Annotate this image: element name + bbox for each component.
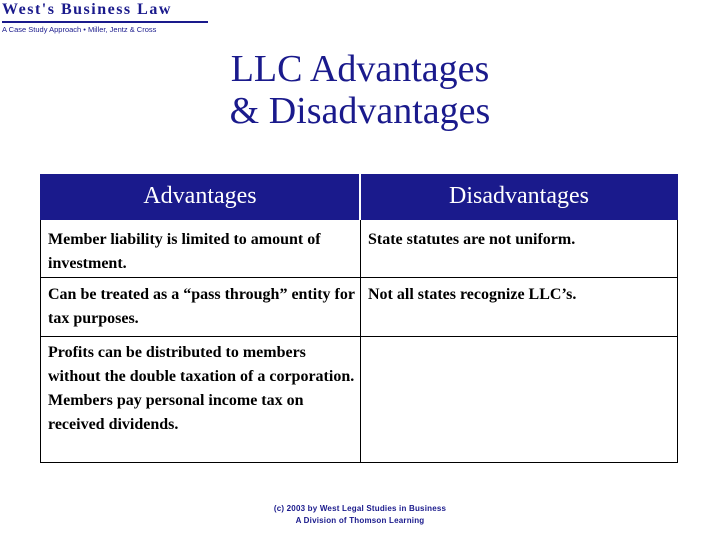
brand-title: West's Business Law: [2, 1, 172, 18]
table-cell-disadvantage: Not all states recognize LLC’s.: [368, 286, 577, 303]
slide-title: [150, 48, 570, 132]
comparison-table: [40, 174, 678, 464]
brand-header: [2, 0, 212, 35]
column-header-disadvantages: Disadvantages: [449, 183, 589, 209]
row-divider: [40, 336, 678, 337]
column-divider: [360, 220, 361, 463]
brand-divider: [2, 21, 208, 23]
table-cell-advantage: Profits can be distributed to members without the double taxation of a corporation. Members pay personal income tax on received dividends.: [48, 344, 355, 433]
table-cell-disadvantage: State statutes are not uniform.: [368, 231, 576, 248]
copyright-line-1: (c) 2003 by West Legal Studies in Business: [273, 504, 447, 513]
table-header-row: [40, 174, 678, 220]
row-divider: [40, 277, 678, 278]
table-cell-advantage: Member liability is limited to amount of investment.: [48, 231, 321, 272]
slide-title-line-1: LLC Advantages: [230, 48, 490, 90]
copyright-line-2: A Division of Thomson Learning: [295, 516, 425, 525]
copyright-footer: [220, 503, 500, 527]
brand-subtitle: A Case Study Approach • Miller, Jentz & Cross: [2, 25, 157, 34]
table-cell-advantage: Can be treated as a “pass through” entity for tax purposes.: [48, 286, 355, 327]
column-header-advantages: Advantages: [143, 183, 257, 209]
slide-title-line-2: & Disadvantages: [229, 90, 491, 132]
